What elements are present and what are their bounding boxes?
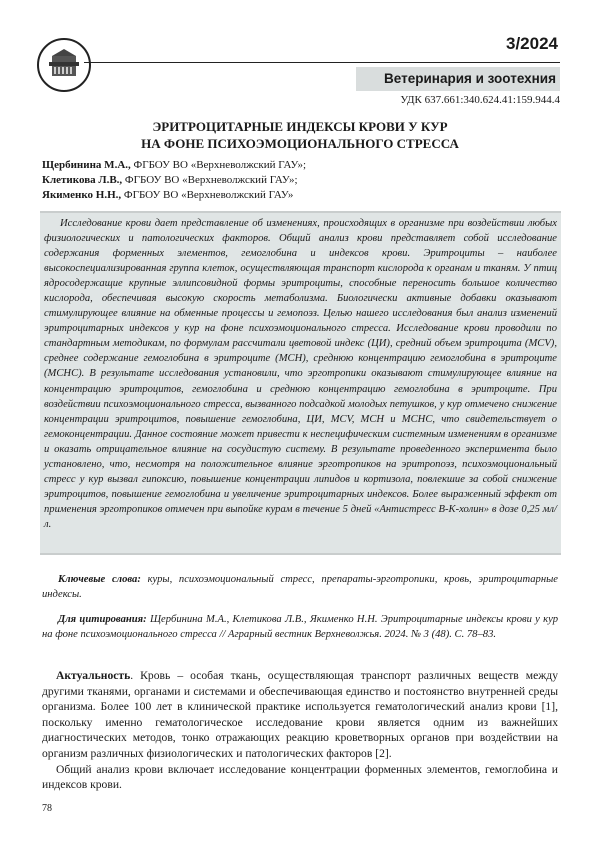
section-heading: Актуальность	[56, 669, 130, 682]
title-line-1: ЭРИТРОЦИТАРНЫЕ ИНДЕКСЫ КРОВИ У КУР	[0, 118, 600, 135]
udk-code: УДК 637.661:340.624.41:159.944.4	[400, 94, 560, 106]
keywords-label: Ключевые слова:	[58, 574, 141, 585]
journal-logo	[37, 38, 91, 92]
keywords-text: куры, психоэмоциональный стресс, препараты-эрготропики, кровь, эритроцитарные индексы.	[42, 574, 558, 600]
citation-text: Щербинина М.А., Клетикова Л.В., Якименко Н.Н. Эритроцитарные индексы крови у кур на фоне психоэмоционального стресса // Аграрный вестник Верхневолжья. 2024. № 3 (48). С. 78–83.	[42, 614, 558, 640]
article-title	[0, 118, 600, 152]
author	[42, 173, 306, 188]
abstract-text: Исследование крови дает представление об изменениях, происходящих в организме при воздействии любых физиологических и патологических факторов. Общий анализ крови представляет собой исследование содержания форменных элементов, гемоглобина и индексов крови. Эритроциты – наиболее высокоспециализированная группа клеток, осуществляющая транспорт кислорода к органам и тканям. У птиц ядросодержащие крупные эллипсовидной формы эритроциты, способные переносить большое количество кислорода, обеспечивая высокую скорость метаболизма. Биологически активные добавки оказывают стимулирующее влияние на обменные процессы и гемопоэз. Целью нашего исследования был анализ изменений эритроцитарных индексов у кур на фоне психоэмоционального стресса. Исследование крови проводили по стандартным методикам, по формулам рассчитали цветовой индекс (ЦИ), средний объем эритроцита (MCV), среднее содержание гемоглобина в эритроците (МСН), среднюю концентрацию гемоглобина в эритроците (МСНС). В результате исследования установили, что эрготропики оказывают стимулирующее влияние на концентрацию эритроцитов, гемоглобина и среднюю концентрацию гемоглобина в эритроците. При воздействии психоэмоционального стресса, вызванного подсадкой молодых петушков, у кур отмечено снижение концентрации эритроцитов, повышение гемоглобина, ЦИ, MCV, MCH и МСНС, что свидетельствует о гемоконцентрации. Данное состояние может привести к неспецифическим системным изменениям в организме и оказать отрицательное влияние на сосудистую систему. В результате проведенного эксперимента было установлено, что, несмотря на положительное влияние эрготропиков на эритропоэз, психоэмоциональный стресс у кур вызвал гипоксию, повышение концентрации липидов и кортизола, повлекшие за собой снижение эритроцитов, повышение гемоглобина и увеличение эритроцитарных индексов. Более выраженный эффект от применения эрготропиков отмечен при выпойке курам в течение 5 дней «Антистресс В-К-холин» в дозе 0,25 мл/л.	[44, 216, 557, 532]
header-rule	[84, 62, 560, 63]
section-label: Ветеринария и зоотехния	[356, 67, 560, 91]
title-line-2: НА ФОНЕ ПСИХОЭМОЦИОНАЛЬНОГО СТРЕССА	[0, 135, 600, 152]
keywords	[42, 572, 558, 602]
author	[42, 158, 306, 173]
article-body	[42, 668, 558, 793]
body-paragraph	[42, 668, 558, 762]
author	[42, 188, 306, 203]
author-name: Щербинина М.А.,	[42, 159, 131, 171]
page-number: 78	[42, 803, 52, 814]
author-list	[42, 158, 306, 203]
citation-label: Для цитирования:	[58, 614, 147, 625]
abstract-box	[40, 211, 561, 555]
body-paragraph: Общий анализ крови включает исследование концентрации форменных элементов, гемоглобина и индексов крови.	[42, 762, 558, 793]
author-name: Клетикова Л.В.,	[42, 174, 122, 186]
author-affiliation: ФГБОУ ВО «Верхневолжский ГАУ»;	[122, 174, 297, 186]
author-affiliation: ФГБОУ ВО «Верхневолжский ГАУ»	[121, 189, 293, 201]
author-name: Якименко Н.Н.,	[42, 189, 121, 201]
paragraph-text: . Кровь – особая ткань, осуществляющая транспорт различных веществ между другими тканями, органами и системами и обеспечивающая единство и постоянство внутренней среды организма. Более 100 лет в клинической практике используется гематологический анализ крови [1], поскольку именно гематологическое исследование крови является одним из важнейших диагностических методов, тонко отражающих реакцию кроветворных органов при воздействии на организм различных физиологических и патологических факторов [2].	[42, 669, 558, 760]
author-affiliation: ФГБОУ ВО «Верхневолжский ГАУ»;	[131, 159, 306, 171]
citation	[42, 612, 558, 642]
issue-number: 3/2024	[506, 34, 558, 54]
